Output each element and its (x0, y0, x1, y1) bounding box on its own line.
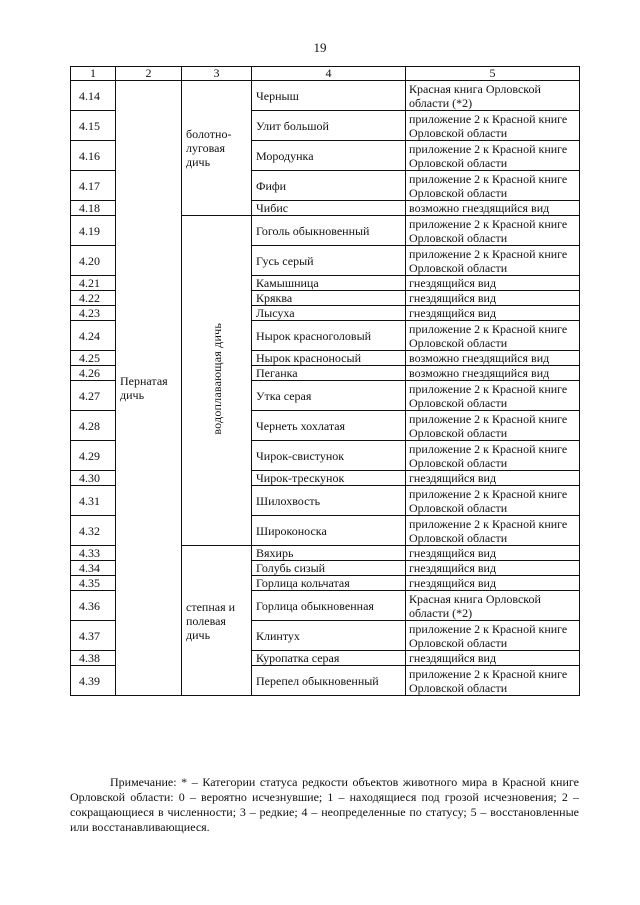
page-number: 19 (313, 40, 327, 55)
species-name: Улит большой (252, 111, 406, 141)
row-number: 4.36 (71, 591, 116, 621)
row-number: 4.23 (71, 306, 116, 321)
status-cell: приложение 2 к Красной книге Орловской области (406, 621, 580, 651)
row-number: 4.35 (71, 576, 116, 591)
status-cell: приложение 2 к Красной книге Орловской области (406, 171, 580, 201)
species-name: Камышница (252, 276, 406, 291)
row-number: 4.24 (71, 321, 116, 351)
species-name: Куропатка серая (252, 651, 406, 666)
species-name: Нырок красноносый (252, 351, 406, 366)
status-cell: гнездящийся вид (406, 576, 580, 591)
row-number: 4.31 (71, 486, 116, 516)
status-cell: приложение 2 к Красной книге Орловской области (406, 411, 580, 441)
row-number: 4.17 (71, 171, 116, 201)
row-number: 4.37 (71, 621, 116, 651)
header-col-2: 2 (116, 67, 182, 81)
row-number: 4.39 (71, 666, 116, 696)
status-cell: приложение 2 к Красной книге Орловской области (406, 381, 580, 411)
row-number: 4.21 (71, 276, 116, 291)
row-number: 4.20 (71, 246, 116, 276)
status-cell: приложение 2 к Красной книге Орловской области (406, 666, 580, 696)
row-number: 4.38 (71, 651, 116, 666)
species-name: Горлица кольчатая (252, 576, 406, 591)
species-name: Чернеть хохлатая (252, 411, 406, 441)
header-col-1: 1 (71, 67, 116, 81)
row-number: 4.16 (71, 141, 116, 171)
status-cell: приложение 2 к Красной книге Орловской области (406, 216, 580, 246)
subgroup-label-1 (182, 216, 252, 546)
status-cell: возможно гнездящийся вид (406, 201, 580, 216)
row-number: 4.29 (71, 441, 116, 471)
row-number: 4.34 (71, 561, 116, 576)
row-number: 4.14 (71, 81, 116, 111)
status-cell: приложение 2 к Красной книге Орловской области (406, 516, 580, 546)
species-name: Клинтух (252, 621, 406, 651)
header-col-3: 3 (182, 67, 252, 81)
status-cell: гнездящийся вид (406, 276, 580, 291)
status-cell: приложение 2 к Красной книге Орловской области (406, 141, 580, 171)
group-label: Пернатая дичь (116, 81, 182, 696)
species-name: Нырок красноголовый (252, 321, 406, 351)
species-name: Чирок-свистунок (252, 441, 406, 471)
table-row (71, 81, 580, 111)
species-name: Горлица обыкновенная (252, 591, 406, 621)
species-name: Черныш (252, 81, 406, 111)
species-name: Пеганка (252, 366, 406, 381)
status-cell: возможно гнездящийся вид (406, 366, 580, 381)
species-name: Фифи (252, 171, 406, 201)
header-col-4: 4 (252, 67, 406, 81)
row-number: 4.19 (71, 216, 116, 246)
status-cell: гнездящийся вид (406, 546, 580, 561)
species-name: Гоголь обыкновенный (252, 216, 406, 246)
row-number: 4.25 (71, 351, 116, 366)
status-cell: гнездящийся вид (406, 651, 580, 666)
status-cell: Красная книга Орловской области (*2) (406, 591, 580, 621)
status-cell: приложение 2 к Красной книге Орловской области (406, 111, 580, 141)
row-number: 4.15 (71, 111, 116, 141)
status-cell: Красная книга Орловской области (*2) (406, 81, 580, 111)
status-cell: приложение 2 к Красной книге Орловской области (406, 441, 580, 471)
header-col-5: 5 (406, 67, 580, 81)
species-name: Широконоска (252, 516, 406, 546)
status-cell: возможно гнездящийся вид (406, 351, 580, 366)
status-cell: гнездящийся вид (406, 561, 580, 576)
status-cell: гнездящийся вид (406, 291, 580, 306)
row-number: 4.27 (71, 381, 116, 411)
subgroup-label-2: степная и полевая дичь (182, 546, 252, 696)
species-table (70, 66, 580, 696)
status-cell: гнездящийся вид (406, 306, 580, 321)
species-name: Утка серая (252, 381, 406, 411)
subgroup-vertical-text: водоплавающая дичь (209, 323, 224, 435)
row-number: 4.30 (71, 471, 116, 486)
species-name: Лысуха (252, 306, 406, 321)
table-body (71, 81, 580, 696)
row-number: 4.22 (71, 291, 116, 306)
subgroup-label-0: болотно-луговая дичь (182, 81, 252, 216)
status-cell: гнездящийся вид (406, 471, 580, 486)
species-name: Чибис (252, 201, 406, 216)
row-number: 4.28 (71, 411, 116, 441)
footnote: Примечание: * – Категории статуса редкости объектов животного мира в Красной книге Орловской области: 0 – вероятно исчезнувшие; 1 – находящиеся под грозой исчезновения; 2 – сокращающиеся в численности; 3 – редкие; 4 – неопределенные по статусу; 5 – восстановленные или восстанавливающиеся. (70, 775, 579, 834)
row-number: 4.33 (71, 546, 116, 561)
row-number: 4.26 (71, 366, 116, 381)
species-name: Чирок-трескунок (252, 471, 406, 486)
species-name: Перепел обыкновенный (252, 666, 406, 696)
row-number: 4.18 (71, 201, 116, 216)
species-name: Гусь серый (252, 246, 406, 276)
species-name: Голубь сизый (252, 561, 406, 576)
status-cell: приложение 2 к Красной книге Орловской области (406, 246, 580, 276)
status-cell: приложение 2 к Красной книге Орловской области (406, 321, 580, 351)
status-cell: приложение 2 к Красной книге Орловской области (406, 486, 580, 516)
table-header-row (71, 67, 580, 81)
species-name: Мородунка (252, 141, 406, 171)
species-name: Вяхирь (252, 546, 406, 561)
species-name: Кряква (252, 291, 406, 306)
row-number: 4.32 (71, 516, 116, 546)
species-name: Шилохвость (252, 486, 406, 516)
